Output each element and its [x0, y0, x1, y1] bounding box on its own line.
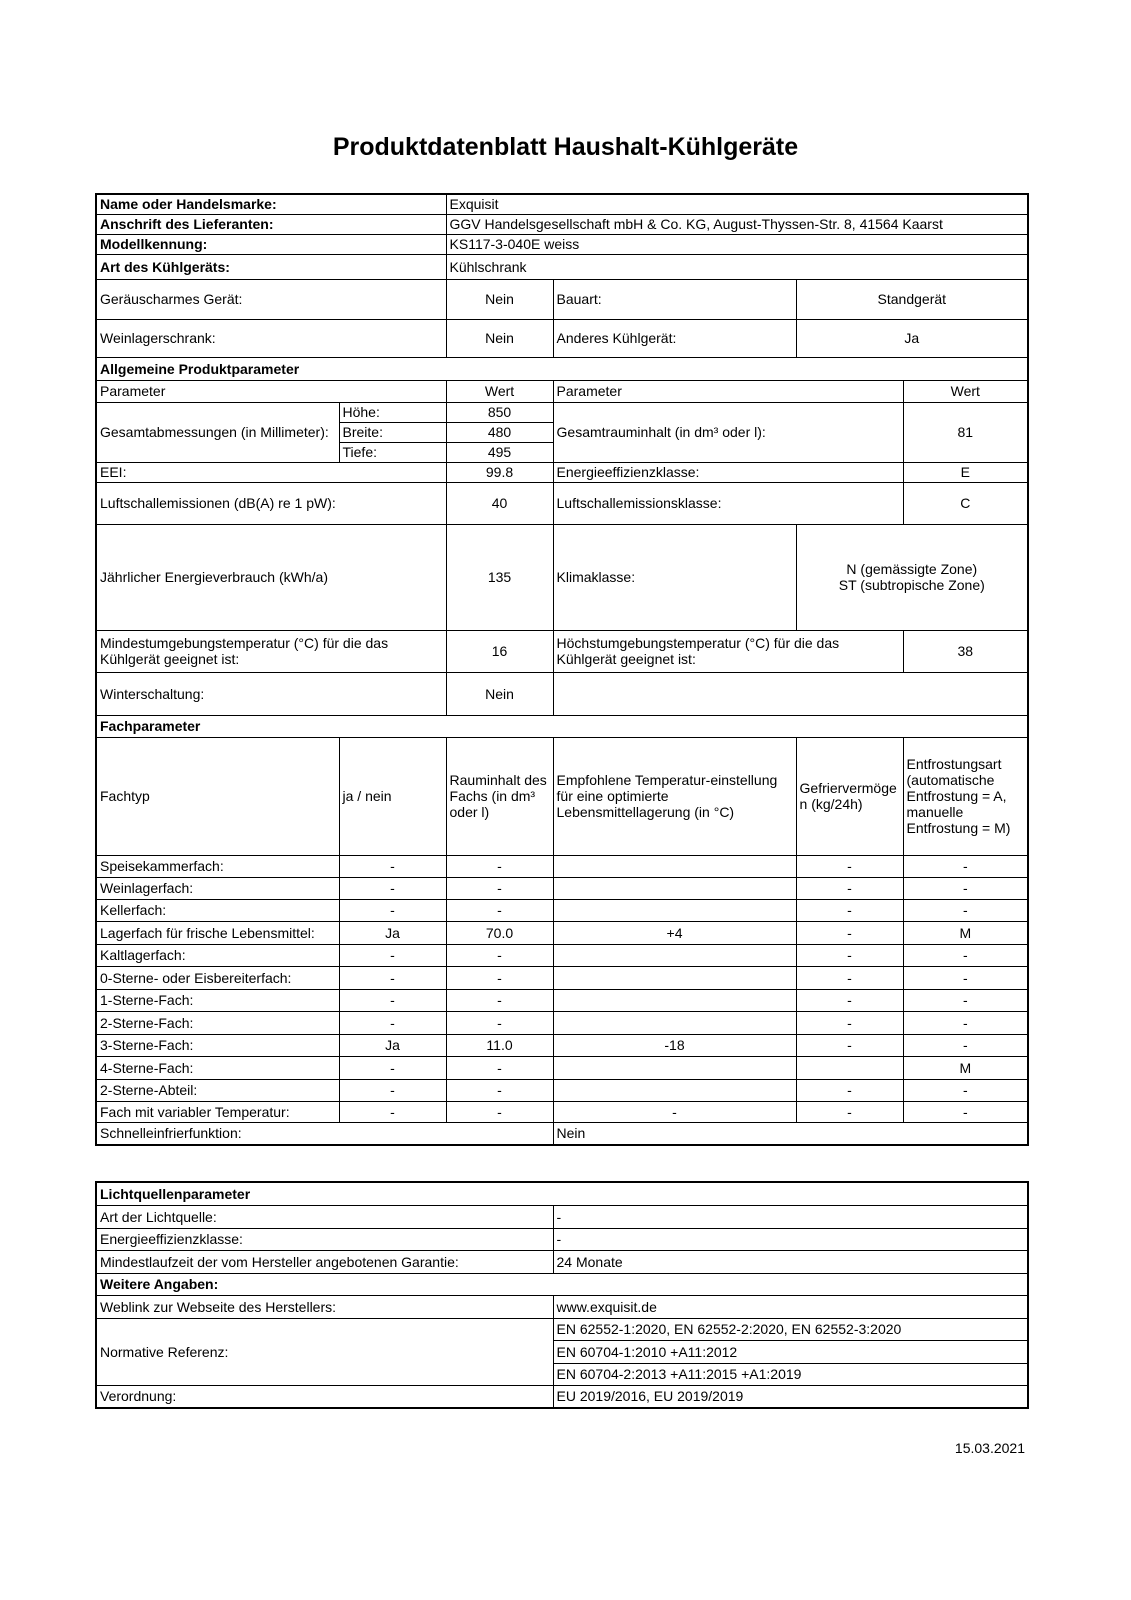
- weblink-row: [96, 1295, 1028, 1318]
- type-label: Art des Kühlgeräts:: [96, 254, 446, 279]
- col-freeze-header: [796, 737, 903, 855]
- quick-freeze-value: Nein: [553, 1122, 1028, 1145]
- compartment-volume: -: [446, 1101, 553, 1122]
- general-col-header-row: [96, 380, 1028, 402]
- design-value: Standgerät: [796, 279, 1028, 319]
- energy-label: Jährlicher Energieverbrauch (kWh/a): [96, 524, 446, 630]
- quiet-label: Geräuscharmes Gerät:: [96, 279, 446, 319]
- value-col-header-right: Wert: [903, 380, 1028, 402]
- compartment-name: Fach mit variabler Temperatur:: [96, 1101, 339, 1122]
- param-col-header-right: Parameter: [553, 380, 903, 402]
- compartment-yesno: -: [339, 877, 446, 899]
- dims-label: Gesamtabmessungen (in Millimeter):: [96, 402, 339, 462]
- energy-class-value: E: [903, 462, 1028, 482]
- compartment-freeze: -: [796, 966, 903, 989]
- max-temp-value: 38: [903, 630, 1028, 672]
- document-date: 15.03.2021: [954, 1440, 1025, 1456]
- compartment-freeze: -: [796, 1034, 903, 1056]
- dims-row-height: [96, 402, 1028, 422]
- regulation-value: EU 2019/2016, EU 2019/2019: [553, 1385, 1028, 1408]
- norm-value: EN 60704-2:2013 +A11:2015 +A1:2019: [553, 1363, 1028, 1385]
- compartment-freeze: -: [796, 877, 903, 899]
- compartment-defrost: -: [903, 1011, 1028, 1034]
- compartment-temp: [553, 899, 796, 921]
- min-temp-label: Mindestumgebungstemperatur (°C) für die das Kühlgerät geeignet ist:: [96, 630, 446, 672]
- compartment-freeze: -: [796, 855, 903, 877]
- light-and-info-table: [95, 1181, 1029, 1409]
- energy-class-label: Energieeffizienzklasse:: [553, 462, 903, 482]
- weblink-value[interactable]: www.exquisit.de: [553, 1295, 1028, 1318]
- col-yesno-header: ja / nein: [339, 737, 446, 855]
- regulation-label: Verordnung:: [96, 1385, 553, 1408]
- compartment-yesno: -: [339, 966, 446, 989]
- light-type-label: Art der Lichtquelle:: [96, 1205, 553, 1228]
- header-row-address: [96, 214, 1028, 234]
- compartment-freeze: -: [796, 1079, 903, 1101]
- table-row: [96, 989, 1028, 1011]
- compartment-freeze: -: [796, 944, 903, 966]
- compartment-yesno: -: [339, 899, 446, 921]
- compartment-freeze: -: [796, 1011, 903, 1034]
- climate-label: Klimaklasse:: [553, 524, 796, 630]
- further-heading-row: [96, 1273, 1028, 1295]
- compartment-name: Lagerfach für frische Lebensmittel:: [96, 921, 339, 944]
- model-value: KS117-3-040E weiss: [446, 234, 1028, 254]
- compartment-temp: [553, 966, 796, 989]
- attr-row-1: [96, 279, 1028, 319]
- light-class-row: [96, 1228, 1028, 1250]
- attr-row-2: [96, 319, 1028, 357]
- compartment-defrost: -: [903, 1034, 1028, 1056]
- table-row: [96, 1101, 1028, 1122]
- compartment-volume: -: [446, 944, 553, 966]
- wine-value: Nein: [446, 319, 553, 357]
- compartment-name: Weinlagerfach:: [96, 877, 339, 899]
- compartment-volume: 11.0: [446, 1034, 553, 1056]
- light-type-value: -: [553, 1205, 1028, 1228]
- product-data-table: [95, 193, 1029, 1146]
- noise-label: Luftschallemissionen (dB(A) re 1 pW):: [96, 482, 446, 524]
- compartment-defrost: M: [903, 1056, 1028, 1079]
- winter-empty: [553, 672, 1028, 715]
- further-heading: Weitere Angaben:: [96, 1273, 1028, 1295]
- wine-label: Weinlagerschrank:: [96, 319, 446, 357]
- col-freeze-header-line-2: n (kg/24h): [799, 796, 863, 812]
- warranty-row: [96, 1250, 1028, 1273]
- table-row: [96, 855, 1028, 877]
- max-temp-label: Höchstumgebungstemperatur (°C) für die das Kühlgerät geeignet ist:: [553, 630, 903, 672]
- eei-value: 99.8: [446, 462, 553, 482]
- name-label: Name oder Handelsmarke:: [96, 194, 446, 214]
- winter-value: Nein: [446, 672, 553, 715]
- compartments-heading: Fachparameter: [96, 715, 1028, 737]
- compartment-temp: [553, 989, 796, 1011]
- compartment-yesno: -: [339, 1079, 446, 1101]
- type-value: Kühlschrank: [446, 254, 1028, 279]
- col-type-header: Fachtyp: [96, 737, 339, 855]
- compartment-defrost: M: [903, 921, 1028, 944]
- compartment-defrost: -: [903, 877, 1028, 899]
- height-label: Höhe:: [339, 402, 446, 422]
- compartment-temp: +4: [553, 921, 796, 944]
- compartment-temp: [553, 1011, 796, 1034]
- table-row: [96, 899, 1028, 921]
- compartment-yesno: -: [339, 855, 446, 877]
- table-row: [96, 966, 1028, 989]
- energy-value: 135: [446, 524, 553, 630]
- min-temp-value: 16: [446, 630, 553, 672]
- light-heading: Lichtquellenparameter: [96, 1182, 1028, 1205]
- compartment-name: Speisekammerfach:: [96, 855, 339, 877]
- compartment-name: Kaltlagerfach:: [96, 944, 339, 966]
- col-defrost-header: Entfrostungsart (automatische Entfrostung = A, manuelle Entfrostung = M): [903, 737, 1028, 855]
- other-value: Ja: [796, 319, 1028, 357]
- table-row: [96, 1056, 1028, 1079]
- height-value: 850: [446, 402, 553, 422]
- general-heading-row: [96, 357, 1028, 380]
- compartment-freeze: [796, 1056, 903, 1079]
- compartment-temp: [553, 877, 796, 899]
- depth-value: 495: [446, 442, 553, 462]
- table-row: [96, 1079, 1028, 1101]
- table-row: [96, 944, 1028, 966]
- compartment-name: 3-Sterne-Fach:: [96, 1034, 339, 1056]
- compartment-defrost: -: [903, 944, 1028, 966]
- climate-value: [796, 524, 1028, 630]
- quick-freeze-label: Schnelleinfrierfunktion:: [96, 1122, 553, 1145]
- compartment-volume: -: [446, 899, 553, 921]
- temp-row: [96, 630, 1028, 672]
- compartment-yesno: -: [339, 1101, 446, 1122]
- compartment-defrost: -: [903, 1101, 1028, 1122]
- compartment-volume: 70.0: [446, 921, 553, 944]
- table-row: [96, 921, 1028, 944]
- compartment-volume: -: [446, 989, 553, 1011]
- compartment-volume: -: [446, 966, 553, 989]
- noise-class-label: Luftschallemissionsklasse:: [553, 482, 903, 524]
- compartment-defrost: -: [903, 989, 1028, 1011]
- page-title: Produktdatenblatt Haushalt-Kühlgeräte: [332, 133, 799, 161]
- design-label: Bauart:: [553, 279, 796, 319]
- compartment-name: 2-Sterne-Abteil:: [96, 1079, 339, 1101]
- compartment-temp: [553, 944, 796, 966]
- table-row: [96, 1034, 1028, 1056]
- compartment-name: 1-Sterne-Fach:: [96, 989, 339, 1011]
- compartment-volume: -: [446, 1011, 553, 1034]
- light-type-row: [96, 1205, 1028, 1228]
- address-value: GGV Handelsgesellschaft mbH & Co. KG, August-Thyssen-Str. 8, 41564 Kaarst: [446, 214, 1028, 234]
- compartment-freeze: -: [796, 921, 903, 944]
- light-class-label: Energieeffizienzklasse:: [96, 1228, 553, 1250]
- warranty-label: Mindestlaufzeit der vom Hersteller angebotenen Garantie:: [96, 1250, 553, 1273]
- noise-row: [96, 482, 1028, 524]
- compartment-defrost: -: [903, 1079, 1028, 1101]
- compartment-yesno: -: [339, 989, 446, 1011]
- eei-label: EEI:: [96, 462, 446, 482]
- header-row-type: [96, 254, 1028, 279]
- compartment-defrost: -: [903, 855, 1028, 877]
- width-label: Breite:: [339, 422, 446, 442]
- param-col-header-left: Parameter: [96, 380, 446, 402]
- compartment-yesno: -: [339, 1011, 446, 1034]
- compartment-yesno: Ja: [339, 1034, 446, 1056]
- energy-row: [96, 524, 1028, 630]
- norm-value: EN 62552-1:2020, EN 62552-2:2020, EN 62552-3:2020: [553, 1318, 1028, 1340]
- header-row-model: [96, 234, 1028, 254]
- col-freeze-header-line-1: Gefriervermöge: [799, 780, 897, 796]
- compartment-defrost: -: [903, 966, 1028, 989]
- compartment-yesno: -: [339, 1056, 446, 1079]
- warranty-value: 24 Monate: [553, 1250, 1028, 1273]
- width-value: 480: [446, 422, 553, 442]
- compartment-volume: -: [446, 877, 553, 899]
- compartment-name: 0-Sterne- oder Eisbereiterfach:: [96, 966, 339, 989]
- compartments-col-header-row: [96, 737, 1028, 855]
- compartments-heading-row: [96, 715, 1028, 737]
- compartment-temp: [553, 1056, 796, 1079]
- noise-value: 40: [446, 482, 553, 524]
- compartment-name: Kellerfach:: [96, 899, 339, 921]
- depth-label: Tiefe:: [339, 442, 446, 462]
- model-label: Modellkennung:: [96, 234, 446, 254]
- compartment-volume: -: [446, 1079, 553, 1101]
- compartment-name: 4-Sterne-Fach:: [96, 1056, 339, 1079]
- winter-row: [96, 672, 1028, 715]
- compartment-temp: -18: [553, 1034, 796, 1056]
- table-row: [96, 877, 1028, 899]
- weblink-label: Weblink zur Webseite des Herstellers:: [96, 1295, 553, 1318]
- table-row: [96, 1011, 1028, 1034]
- compartment-freeze: -: [796, 1101, 903, 1122]
- climate-value-2: ST (subtropische Zone): [838, 577, 985, 593]
- quick-freeze-row: [96, 1122, 1028, 1145]
- value-col-header-left: Wert: [446, 380, 553, 402]
- compartment-volume: -: [446, 855, 553, 877]
- compartment-temp: [553, 1079, 796, 1101]
- compartment-defrost: -: [903, 899, 1028, 921]
- light-heading-row: [96, 1182, 1028, 1205]
- compartment-temp: -: [553, 1101, 796, 1122]
- volume-value: 81: [903, 402, 1028, 462]
- col-volume-header: Rauminhalt des Fachs (in dm³ oder l): [446, 737, 553, 855]
- quiet-value: Nein: [446, 279, 553, 319]
- winter-label: Winterschaltung:: [96, 672, 446, 715]
- address-label: Anschrift des Lieferanten:: [96, 214, 446, 234]
- name-value: Exquisit: [446, 194, 1028, 214]
- header-row-name: [96, 194, 1028, 214]
- norm-label: Normative Referenz:: [96, 1318, 553, 1385]
- norm-row-1: [96, 1318, 1028, 1340]
- eei-row: [96, 462, 1028, 482]
- compartment-freeze: -: [796, 989, 903, 1011]
- other-label: Anderes Kühlgerät:: [553, 319, 796, 357]
- compartment-yesno: -: [339, 944, 446, 966]
- climate-value-1: N (gemässigte Zone): [846, 561, 978, 577]
- norm-value: EN 60704-1:2010 +A11:2012: [553, 1340, 1028, 1363]
- compartment-volume: -: [446, 1056, 553, 1079]
- compartment-yesno: Ja: [339, 921, 446, 944]
- col-temp-header: Empfohlene Temperatur-einstellung für eine optimierte Lebensmittellagerung (in °C): [553, 737, 796, 855]
- volume-label: Gesamtrauminhalt (in dm³ oder l):: [553, 402, 903, 462]
- light-class-value: -: [553, 1228, 1028, 1250]
- general-heading: Allgemeine Produktparameter: [96, 357, 1028, 380]
- compartment-freeze: -: [796, 899, 903, 921]
- compartment-name: 2-Sterne-Fach:: [96, 1011, 339, 1034]
- regulation-row: [96, 1385, 1028, 1408]
- compartment-temp: [553, 855, 796, 877]
- noise-class-value: C: [903, 482, 1028, 524]
